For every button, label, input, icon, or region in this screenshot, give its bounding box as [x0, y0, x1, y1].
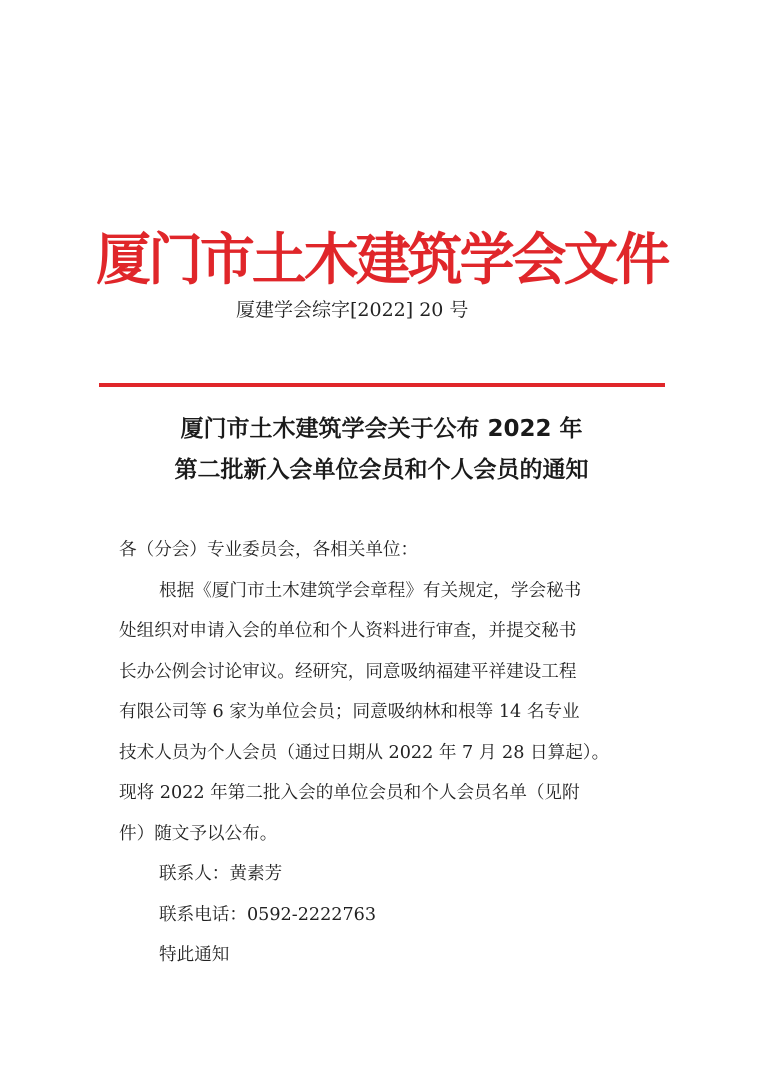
document-number: 厦建学会综字[2022] 20 号 — [236, 299, 469, 321]
body-line: 有限公司等 6 家为单位会员；同意吸纳林和根等 14 名专业 — [119, 702, 580, 722]
masthead-title: 厦门市土木建筑学会文件 — [96, 227, 668, 293]
salutation: 各（分会）专业委员会，各相关单位： — [119, 540, 419, 560]
body-line: 处组织对申请入会的单位和个人资料进行审查，并提交秘书 — [119, 621, 577, 641]
body-line: 现将 2022 年第二批入会的单位会员和个人会员名单（见附 — [119, 783, 580, 803]
notice-title-line-1: 厦门市土木建筑学会关于公布 2022 年 — [180, 416, 583, 442]
notice-body — [119, 530, 664, 976]
body-line: 技术人员为个人会员（通过日期从 2022 年 7 月 28 日算起）。 — [119, 742, 610, 763]
body-line: 件）随文予以公布。 — [119, 823, 278, 844]
contact-phone: 联系电话：0592-2222763 — [159, 904, 377, 925]
red-divider-line — [99, 383, 665, 387]
contact-person: 联系人：黄素芳 — [159, 864, 283, 884]
closing-remark: 特此通知 — [159, 945, 230, 965]
notice-title-line-2: 第二批新入会单位会员和个人会员的通知 — [174, 457, 589, 483]
body-line: 长办公例会讨论审议。经研究，同意吸纳福建平祥建设工程 — [119, 661, 577, 682]
body-line: 根据《厦门市土木建筑学会章程》有关规定，学会秘书 — [159, 580, 582, 601]
